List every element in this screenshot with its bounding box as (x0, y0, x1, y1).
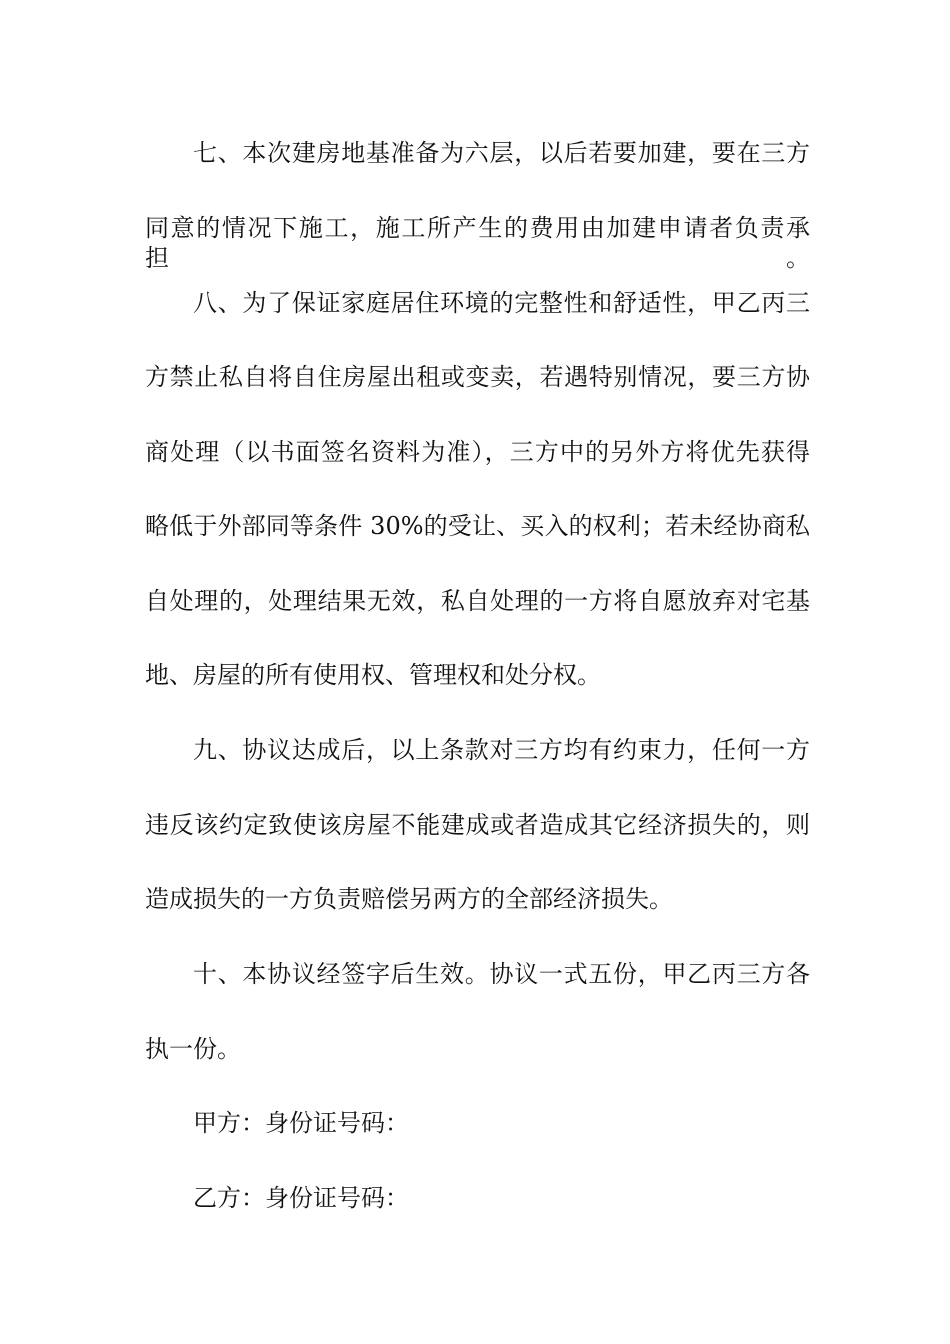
clause-9-line-1: 九、协议达成后，以上条款对三方均有约束力，任何一方 (193, 736, 810, 764)
clause-10-line-2: 执一份。 (145, 1035, 241, 1063)
clause-7-line-1: 七、本次建房地基准备为六层，以后若要加建，要在三方 (193, 139, 810, 167)
party-a-id-line: 甲方：身份证号码： (193, 1109, 409, 1137)
clause-8-line-2: 方禁止私自将自住房屋出租或变卖，若遇特别情况，要三方协 (145, 363, 810, 391)
party-b-id-line: 乙方：身份证号码： (193, 1184, 409, 1212)
clause-8-line-4: 略低于外部同等条件 30%的受让、买入的权利；若未经协商私 (145, 512, 810, 540)
clause-9-line-2: 违反该约定致使该房屋不能建成或者造成其它经济损失的，则 (145, 811, 810, 839)
clause-8-line-6: 地、房屋的所有使用权、管理权和处分权。 (145, 661, 601, 689)
clause-8-line-5: 自处理的，处理结果无效，私自处理的一方将自愿放弃对宅基 (145, 587, 810, 615)
clause-9-line-3: 造成损失的一方负责赔偿另两方的全部经济损失。 (145, 885, 673, 913)
clause-8-line-1: 八、为了保证家庭居住环境的完整性和舒适性，甲乙丙三 (193, 289, 810, 317)
clause-8-line-3: 商处理（以书面签名资料为准），三方中的另外方将优先获得 (145, 438, 810, 466)
clause-7-line-2: 同意的情况下施工，施工所产生的费用由加建申请者负责承担。 (145, 214, 810, 272)
clause-10-line-1: 十、本协议经签字后生效。协议一式五份，甲乙丙三方各 (193, 960, 810, 988)
